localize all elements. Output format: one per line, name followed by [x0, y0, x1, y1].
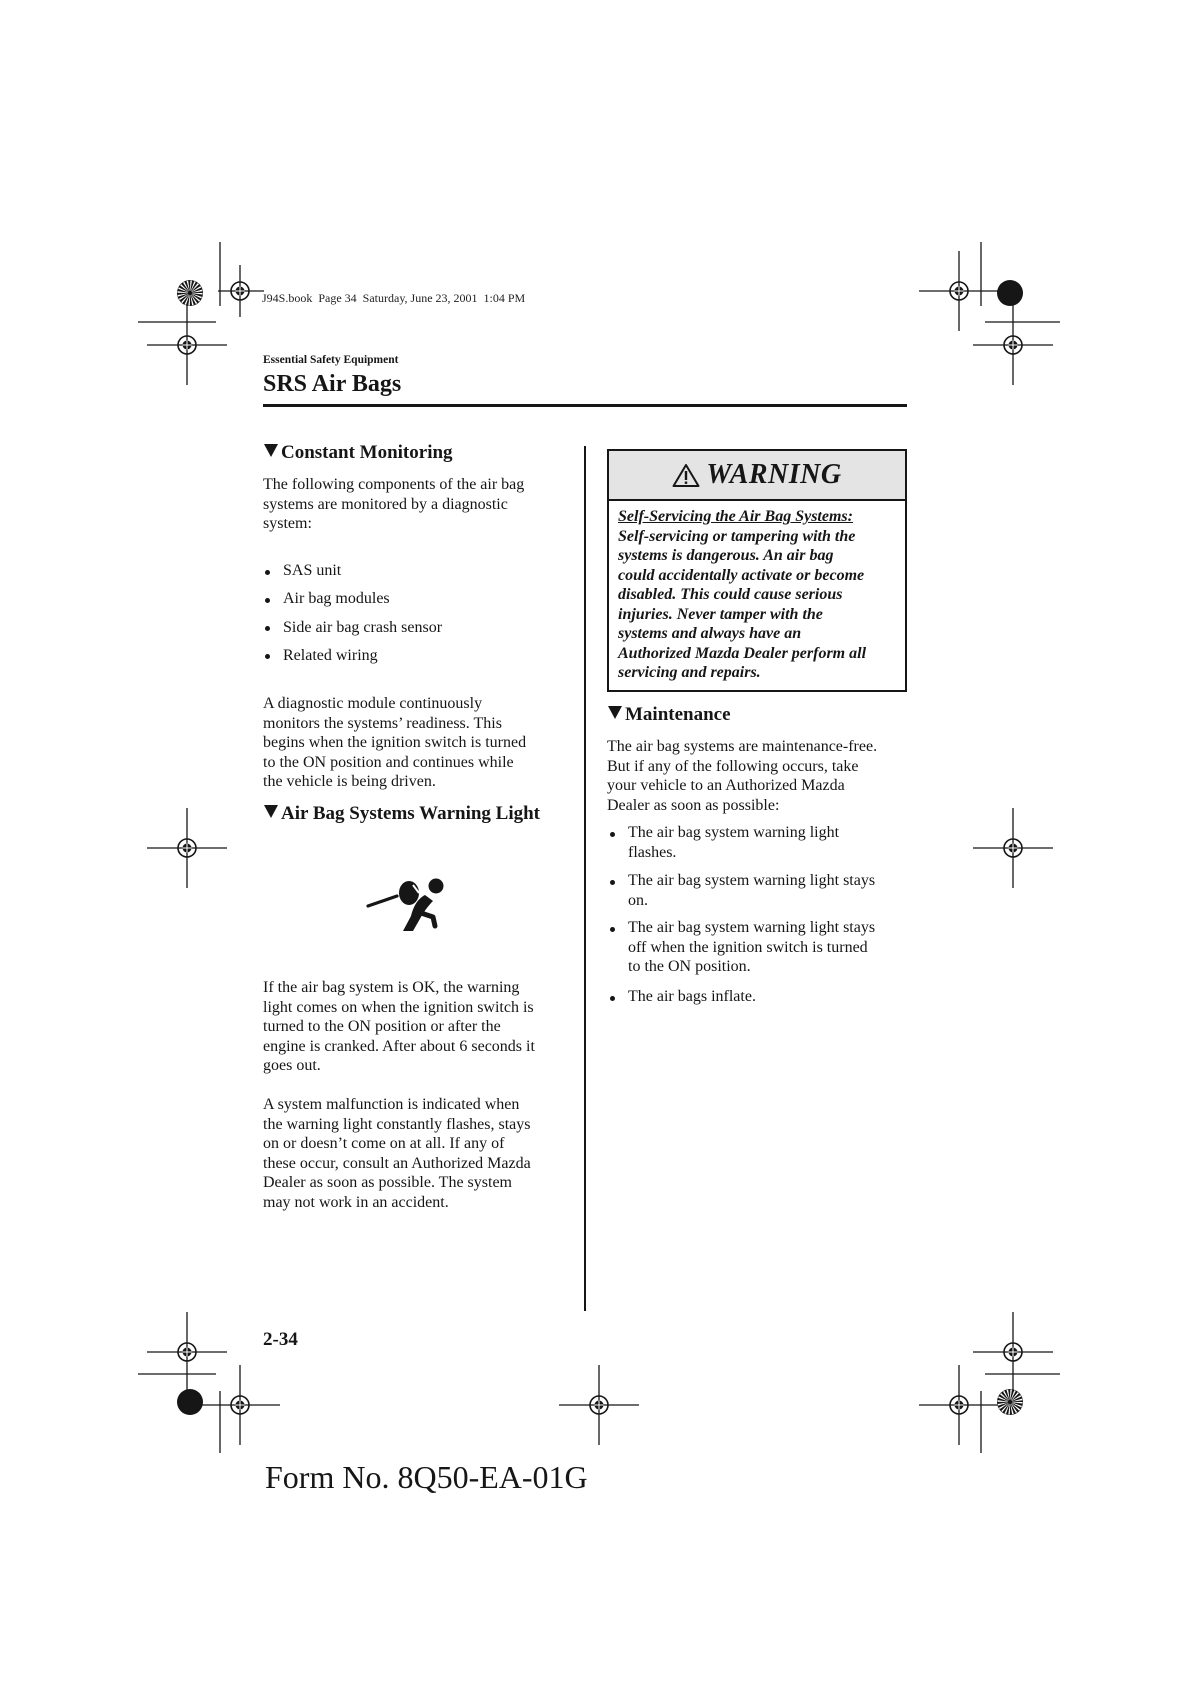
heading-text: Air Bag Systems Warning Light: [281, 803, 541, 824]
text-line: could accidentally activate or become: [618, 566, 865, 584]
text-line: The air bags inflate.: [628, 988, 756, 1005]
text-line: to the ON position and continues while: [263, 753, 514, 771]
text-line: The air bag systems are maintenance-free.: [607, 738, 878, 755]
list-item-text: [628, 987, 756, 1007]
text-line: to the ON position.: [628, 958, 751, 975]
registration-mark: [218, 265, 264, 317]
section-label: Essential Safety Equipment: [263, 354, 399, 366]
registration-mark: [973, 808, 1053, 888]
list-item-text: Air bag modules: [283, 590, 390, 608]
list-item-text: [628, 918, 875, 977]
text-line: your vehicle to an Authorized Mazda: [607, 777, 845, 794]
bullet-dot: [265, 626, 270, 631]
text-line: Dealer as soon as possible. The system: [263, 1174, 512, 1191]
text-line: on.: [628, 891, 648, 909]
text-line: injuries. Never tamper with the: [618, 605, 823, 623]
print-file-info: J94S.book Page 34 Saturday, June 23, 2001 1:04 PM: [262, 291, 526, 305]
registration-mark: [973, 305, 1053, 385]
text-line: The following components of the air bag: [263, 476, 525, 493]
registration-mark: [559, 1365, 639, 1445]
text-line: the vehicle is being driven.: [263, 773, 436, 790]
registration-mark: [919, 1365, 999, 1445]
list-item: [265, 561, 442, 589]
text-line: off when the ignition switch is turned: [628, 938, 868, 956]
warning-light-paragraph-2: [263, 1095, 531, 1212]
text-line: A diagnostic module continuously: [263, 695, 483, 712]
text-line: light comes on when the ignition switch is: [263, 998, 534, 1016]
text-line: engine is cranked. After about 6 seconds it: [263, 1037, 535, 1055]
list-item: [610, 871, 875, 910]
constant-monitoring-intro: [263, 475, 524, 534]
warning-body: [609, 501, 905, 683]
list-item-text: [628, 871, 875, 910]
list-item-text: SAS unit: [283, 562, 342, 579]
title-rule: [263, 404, 907, 407]
text-line: begins when the ignition switch is turned: [263, 734, 527, 751]
heading-triangle-icon: [608, 706, 622, 719]
list-item-text: Related wiring: [283, 646, 378, 664]
registration-mark: [919, 251, 999, 331]
text-line: If the air bag system is OK, the warning: [263, 979, 520, 996]
warning-triangle-icon: [672, 463, 700, 488]
constant-monitoring-body: [263, 694, 526, 792]
list-item: [610, 987, 756, 1007]
text-line: goes out.: [263, 1057, 321, 1074]
text-line: turned to the ON position or after the: [263, 1018, 501, 1035]
heading-triangle-icon: [264, 444, 278, 457]
registration-mark: [200, 1365, 280, 1445]
solid-dot-mark: [177, 1389, 203, 1415]
warning-box: [607, 449, 907, 692]
warning-light-paragraph-1: [263, 978, 535, 1076]
text-line: systems and always have an: [618, 625, 802, 642]
list-item: [265, 646, 442, 674]
list-item: [610, 823, 839, 862]
text-line: Self-servicing or tampering with the: [618, 527, 856, 545]
text-line: A system malfunction is indicated when: [263, 1096, 520, 1113]
warning-label: WARNING: [706, 459, 842, 490]
heading-constant-monitoring: [264, 442, 453, 464]
text-line: system:: [263, 515, 312, 532]
registration-mark: [147, 808, 227, 888]
page-title: SRS Air Bags: [263, 371, 402, 397]
bullet-dot: [610, 996, 615, 1001]
list-item-text: Side air bag crash sensor: [283, 618, 443, 636]
heading-triangle-icon: [264, 805, 278, 818]
text-line: systems is dangerous. An air bag: [618, 547, 834, 564]
solid-dot-mark: [997, 280, 1023, 306]
bullet-dot: [610, 880, 615, 885]
starburst-mark: [997, 1389, 1023, 1415]
page-number: 2-34: [263, 1329, 298, 1350]
list-item: [265, 618, 442, 646]
bullet-dot: [610, 832, 615, 837]
column-divider: [584, 446, 586, 1311]
heading-text: Constant Monitoring: [281, 442, 453, 463]
text-line: the warning light constantly flashes, stays: [263, 1115, 531, 1133]
form-number: Form No. 8Q50-EA-01G: [265, 1459, 588, 1495]
bullet-dot: [265, 570, 270, 575]
list-item: [610, 918, 875, 977]
warning-header: [609, 451, 905, 501]
registration-mark: [147, 1312, 227, 1392]
text-line: on or doesn’t come on at all. If any of: [263, 1135, 505, 1152]
maintenance-conditions-list: [610, 823, 900, 1013]
text-line: disabled. This could cause serious: [618, 586, 843, 603]
text-line: But if any of the following occurs, take: [607, 757, 859, 775]
text-line: The air bag system warning light stays: [628, 919, 876, 936]
registration-mark: [147, 305, 227, 385]
text-line: The air bag system warning light stays: [628, 872, 876, 889]
text-line: systems are monitored by a diagnostic: [263, 495, 508, 513]
heading-maintenance: [608, 704, 731, 726]
text-line: monitors the systems’ readiness. This: [263, 714, 502, 732]
registration-mark: [973, 1312, 1053, 1392]
warning-title: Self-Servicing the Air Bag Systems:: [618, 508, 853, 525]
text-line: Authorized Mazda Dealer perform all: [618, 644, 867, 662]
bullet-dot: [265, 598, 270, 603]
starburst-mark: [177, 280, 203, 306]
monitored-components-list: [265, 561, 442, 674]
maintenance-intro: [607, 737, 877, 815]
bullet-dot: [265, 654, 270, 659]
text-line: servicing and repairs.: [618, 664, 761, 681]
list-item: [265, 589, 442, 617]
text-line: flashes.: [628, 843, 677, 861]
air-bag-warning-icon: [366, 872, 446, 934]
text-line: Dealer as soon as possible:: [607, 796, 780, 814]
heading-warning-light: [264, 803, 540, 825]
list-item-text: [628, 823, 839, 862]
text-line: these occur, consult an Authorized Mazda: [263, 1154, 531, 1172]
bullet-dot: [610, 927, 615, 932]
warning-text: [618, 527, 905, 683]
text-line: The air bag system warning light: [628, 824, 840, 841]
heading-text: Maintenance: [625, 704, 731, 725]
text-line: may not work in an accident.: [263, 1193, 449, 1211]
